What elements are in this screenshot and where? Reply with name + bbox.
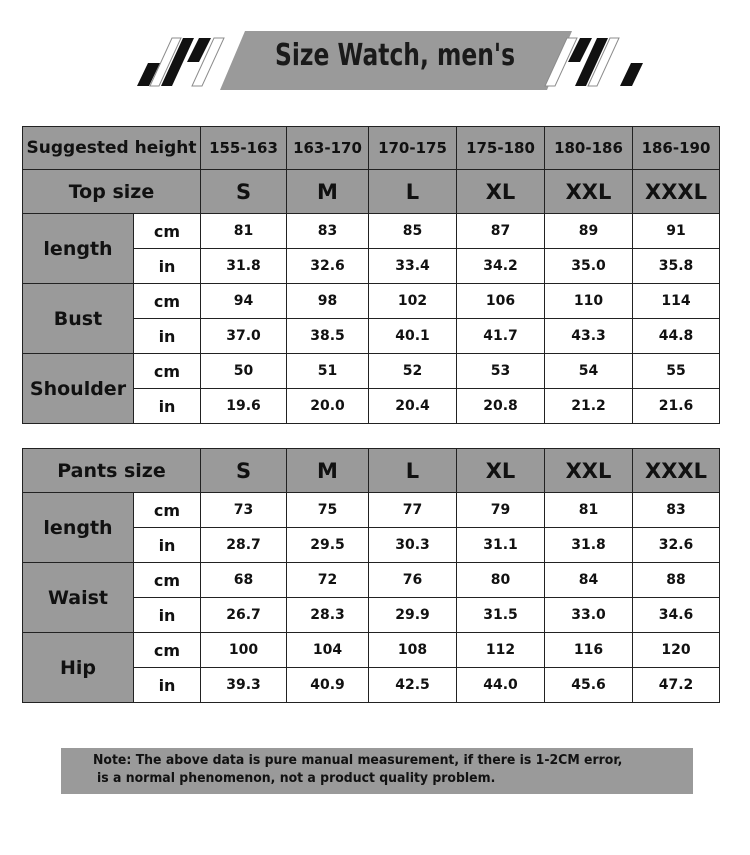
table-row <box>23 493 720 528</box>
value-cell: 81 <box>201 214 287 249</box>
size-cell: XXXL <box>633 449 720 493</box>
value-cell: 35.8 <box>633 249 720 284</box>
pants-size-row <box>23 449 720 493</box>
value-cell: 100 <box>201 633 287 668</box>
value-cell: 39.3 <box>201 668 287 703</box>
value-cell: 88 <box>633 563 720 598</box>
unit-cm: cm <box>134 633 201 668</box>
measure-label-bust: Bust <box>23 284 134 354</box>
unit-in: in <box>134 598 201 633</box>
height-cell: 180-186 <box>545 127 633 170</box>
note-box <box>61 748 693 794</box>
value-cell: 47.2 <box>633 668 720 703</box>
note-line-2: is a normal phenomenon, not a product quality problem. <box>97 771 496 786</box>
top-size-header: Top size <box>23 170 201 214</box>
table-row <box>23 284 720 319</box>
value-cell: 81 <box>545 493 633 528</box>
value-cell: 31.8 <box>545 528 633 563</box>
value-cell: 72 <box>287 563 369 598</box>
value-cell: 40.9 <box>287 668 369 703</box>
size-cell: S <box>201 170 287 214</box>
value-cell: 44.8 <box>633 319 720 354</box>
value-cell: 21.6 <box>633 389 720 424</box>
unit-in: in <box>134 389 201 424</box>
unit-cm: cm <box>134 214 201 249</box>
unit-in: in <box>134 668 201 703</box>
value-cell: 32.6 <box>287 249 369 284</box>
value-cell: 83 <box>633 493 720 528</box>
size-cell: XXXL <box>633 170 720 214</box>
measure-label-length: length <box>23 493 134 563</box>
value-cell: 41.7 <box>457 319 545 354</box>
value-cell: 104 <box>287 633 369 668</box>
value-cell: 21.2 <box>545 389 633 424</box>
height-row <box>23 127 720 170</box>
value-cell: 26.7 <box>201 598 287 633</box>
value-cell: 76 <box>369 563 457 598</box>
value-cell: 20.4 <box>369 389 457 424</box>
value-cell: 33.0 <box>545 598 633 633</box>
value-cell: 84 <box>545 563 633 598</box>
measure-label-length: length <box>23 214 134 284</box>
value-cell: 79 <box>457 493 545 528</box>
unit-in: in <box>134 249 201 284</box>
height-cell: 155-163 <box>201 127 287 170</box>
top-size-table <box>22 126 720 424</box>
size-cell: XL <box>457 449 545 493</box>
measure-label-waist: Waist <box>23 563 134 633</box>
measure-label-hip: Hip <box>23 633 134 703</box>
size-cell: XXL <box>545 449 633 493</box>
height-header: Suggested height <box>23 127 201 170</box>
height-cell: 175-180 <box>457 127 545 170</box>
value-cell: 91 <box>633 214 720 249</box>
table-row <box>23 633 720 668</box>
value-cell: 31.5 <box>457 598 545 633</box>
unit-in: in <box>134 528 201 563</box>
table-row <box>23 563 720 598</box>
value-cell: 85 <box>369 214 457 249</box>
size-cell: L <box>369 170 457 214</box>
value-cell: 30.3 <box>369 528 457 563</box>
value-cell: 114 <box>633 284 720 319</box>
height-cell: 170-175 <box>369 127 457 170</box>
value-cell: 19.6 <box>201 389 287 424</box>
value-cell: 38.5 <box>287 319 369 354</box>
title-banner <box>0 0 750 110</box>
size-cell: M <box>287 449 369 493</box>
value-cell: 29.5 <box>287 528 369 563</box>
value-cell: 28.3 <box>287 598 369 633</box>
note-line-1: Note: The above data is pure manual measurement, if there is 1-2CM error, <box>93 753 623 768</box>
value-cell: 112 <box>457 633 545 668</box>
value-cell: 29.9 <box>369 598 457 633</box>
table-row <box>23 214 720 249</box>
value-cell: 32.6 <box>633 528 720 563</box>
value-cell: 106 <box>457 284 545 319</box>
value-cell: 31.1 <box>457 528 545 563</box>
value-cell: 116 <box>545 633 633 668</box>
value-cell: 102 <box>369 284 457 319</box>
table-row <box>23 354 720 389</box>
value-cell: 89 <box>545 214 633 249</box>
unit-cm: cm <box>134 563 201 598</box>
size-cell: XL <box>457 170 545 214</box>
height-cell: 186-190 <box>633 127 720 170</box>
value-cell: 55 <box>633 354 720 389</box>
value-cell: 42.5 <box>369 668 457 703</box>
value-cell: 44.0 <box>457 668 545 703</box>
value-cell: 20.8 <box>457 389 545 424</box>
value-cell: 52 <box>369 354 457 389</box>
value-cell: 98 <box>287 284 369 319</box>
value-cell: 87 <box>457 214 545 249</box>
value-cell: 77 <box>369 493 457 528</box>
value-cell: 53 <box>457 354 545 389</box>
value-cell: 37.0 <box>201 319 287 354</box>
value-cell: 35.0 <box>545 249 633 284</box>
value-cell: 40.1 <box>369 319 457 354</box>
value-cell: 110 <box>545 284 633 319</box>
size-cell: L <box>369 449 457 493</box>
value-cell: 28.7 <box>201 528 287 563</box>
value-cell: 75 <box>287 493 369 528</box>
value-cell: 80 <box>457 563 545 598</box>
measure-label-shoulder: Shoulder <box>23 354 134 424</box>
value-cell: 94 <box>201 284 287 319</box>
unit-cm: cm <box>134 493 201 528</box>
value-cell: 45.6 <box>545 668 633 703</box>
size-cell: S <box>201 449 287 493</box>
value-cell: 34.2 <box>457 249 545 284</box>
value-cell: 50 <box>201 354 287 389</box>
value-cell: 120 <box>633 633 720 668</box>
value-cell: 68 <box>201 563 287 598</box>
value-cell: 83 <box>287 214 369 249</box>
value-cell: 43.3 <box>545 319 633 354</box>
value-cell: 31.8 <box>201 249 287 284</box>
top-size-row <box>23 170 720 214</box>
unit-cm: cm <box>134 354 201 389</box>
size-cell: M <box>287 170 369 214</box>
value-cell: 34.6 <box>633 598 720 633</box>
height-cell: 163-170 <box>287 127 369 170</box>
value-cell: 73 <box>201 493 287 528</box>
size-cell: XXL <box>545 170 633 214</box>
pants-size-table <box>22 448 720 703</box>
value-cell: 108 <box>369 633 457 668</box>
pants-size-header: Pants size <box>23 449 201 493</box>
value-cell: 20.0 <box>287 389 369 424</box>
right-stripe-black-3 <box>620 63 643 86</box>
page-title: Size Watch, men's <box>274 38 516 73</box>
value-cell: 54 <box>545 354 633 389</box>
unit-cm: cm <box>134 284 201 319</box>
value-cell: 33.4 <box>369 249 457 284</box>
value-cell: 51 <box>287 354 369 389</box>
unit-in: in <box>134 319 201 354</box>
